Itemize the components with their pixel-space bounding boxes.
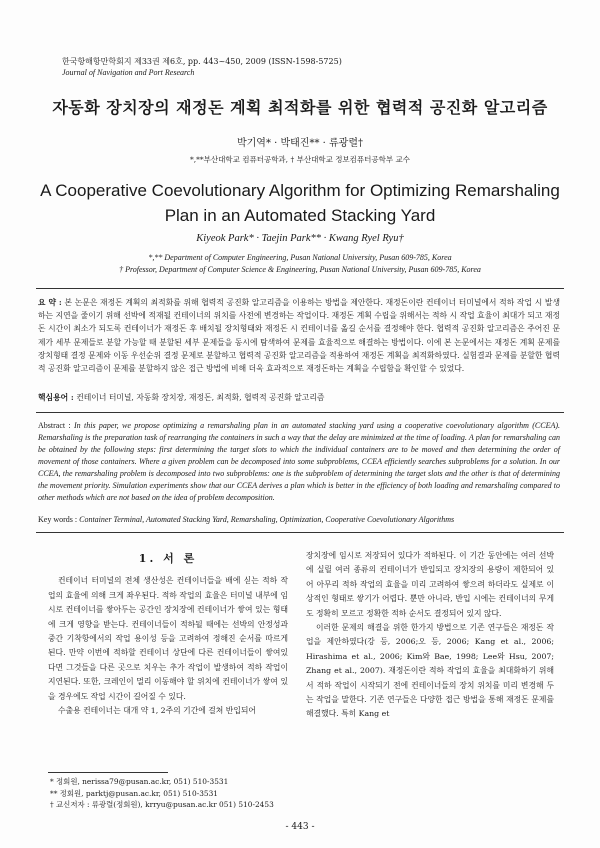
section-heading-introduction: 1. 서 론 <box>138 552 198 565</box>
title-en-line1: A Cooperative Coevolutionary Algorithm for Optimizing Remarshaling <box>40 181 560 200</box>
abstract-english-label: Abstract : <box>38 421 71 430</box>
paper-title-korean: 자동화 장치장의 재정돈 계획 최적화를 위한 협력적 공진화 알고리즘 <box>52 98 548 117</box>
affiliation-en-line2: † Professor, Department of Computer Science & Engineering, Pusan National University, Pusan 609-785, Korea <box>119 265 481 274</box>
footnote-divider <box>48 772 168 773</box>
affiliation-english <box>0 252 600 276</box>
body-paragraph: 장치장에 임시로 저장되어 있다가 적하된다. 이 기간 동안에는 여러 선박에 실릴 여러 종류의 컨테이너가 반입되고 장치장의 용량이 제한되어 있어 아무리 적하 작업의 효율을 미리 고려하여 쌓으려 하더라도 실제로 이상적인 형태로 쌓기가 어렵다. 뿐만 아니라, 반입 시에는 컨테이너의 무게도 정확히 모르고 정확한 적하 순서도 결정되어 있지 않다. <box>306 551 554 618</box>
keywords-english <box>38 515 560 524</box>
keywords-korean <box>38 392 560 403</box>
divider-bottom <box>36 532 564 533</box>
affiliation-korean: *,**부산대학교 컴퓨터공학과, † 부산대학교 정보컴퓨터공학부 교수 <box>189 155 411 164</box>
body-paragraph: 컨테이너 터미널의 전체 생산성은 컨테이너들을 배에 싣는 적하 작업의 효율에 의해 크게 좌우된다. 적하 작업의 효율은 터미널 내부에 임시로 컨테이너를 쌓아두는 공간인 장치장에 컨테이너가 쌓여 있는 형태에 크게 영향을 받는다. 컨테이너들이 적하될 때에는 선박의 안정성과 중간 기착항에서의 작업 용이성 등을 고려하여 정해진 순서를 따르게 된다. 만약 이번에 적하할 컨테이너 상단에 다른 컨테이너들이 쌓여있다면 그것들을 다른 곳으로 치우는 추가 작업이 발생하여 적하 작업이 지연된다. 또한, 크레인이 멀리 이동해야 할 위치에 컨테이너가 쌓여 있을 경우에도 작업 시간이 길어질 수 있다. <box>48 576 288 701</box>
abstract-korean-label: 요 약 : <box>38 298 62 307</box>
keywords-korean-text: 컨테이너 터미널, 자동화 장치장, 재정돈, 최적화, 협력적 공진화 알고리즘 <box>76 393 325 402</box>
page-number: - 443 - <box>285 822 315 832</box>
journal-name-en: Journal of Navigation and Port Research <box>62 68 195 77</box>
abstract-korean-text: 본 논문은 재정돈 계획의 최적화를 위해 협력적 공진화 알고리즘을 이용하는 방법을 제안한다. 재정돈이란 컨테이너 터미널에서 적하 작업 시 발생하는 지연을 줄이기 위해 선박에 적재될 컨테이너의 위치를 사전에 변경하는 작업이다. 재정돈 계획 수립을 위해서는 적하 시 작업 효율이 최대가 되고 재정돈 시간이 최소가 되도록 컨테이너가 재정돈 후 배치될 장치형태와 재정돈 시 컨테이너를 옮길 순서를 결정해야 한다. 협력적 공진화 알고리즘은 주어진 문제가 세부 문제들로 분할 가능할 때 분할된 세부 문제들을 동시에 탐색하여 문제를 효율적으로 해결하는 방법이다. 이에 본 논문에서는 재정돈 계획 문제를 장치형태 결정 문제와 이동 우선순위 결정 문제로 분할하고 협력적 공진화 알고리즘을 적용하여 재정돈 계획을 최적화하였다. 실험결과 문제를 분할한 협력적 공진화 알고리즘이 문제를 분할하지 않은 접근 방법에 비해 더욱 효과적으로 재정돈하는 계획을 수립함을 확인할 수 있었다. <box>38 298 560 374</box>
divider-middle <box>36 412 564 413</box>
authors-korean: 박기역* · 박태진** · 류광렬† <box>236 138 363 149</box>
body-paragraph: 이러한 문제의 해결을 위한 한가지 방법으로 기존 연구들은 재정돈 작업을 제안하였다(강 등, 2006;오 등, 2006; Kang et al., 2006; Hirashima et al., 2006; Kim와 Bae, 1998; Lee와 Hsu, 2007; Zhang et al., 2007). 재정돈이란 적하 작업의 효율을 최대화하기 위해서 적하 작업이 시작되기 전에 컨테이너들의 장치 위치를 미리 변경해 두는 작업을 말한다. 기존 연구들은 다양한 접근 방법을 통해 재정돈 문제를 해결했다. 특히 Kang et <box>306 623 554 719</box>
journal-citation: 한국항해항만학회지 제33권 제6호, pp. 443~450, 2009 (ISSN-1598-5725) <box>62 57 342 66</box>
footnotes <box>50 776 274 811</box>
keywords-korean-label: 핵심용어 : <box>38 393 74 402</box>
paper-title-english <box>0 178 600 228</box>
affiliation-en-line1: *,** Department of Computer Engineering, Pusan National University, Pusan 609-785, Korea <box>148 253 452 262</box>
abstract-english <box>38 420 560 504</box>
footnote: † 교신저자 : 류광렬(정회원), krryu@pusan.ac.kr 051) 510-2453 <box>50 800 274 809</box>
abstract-english-text: In this paper, we propose optimizing a remarshaling plan in an automated stacking yard using a cooperative coevolutionary algorithm (CCEA). Remarshaling is the preparation task of rearranging the containers in such a way that the delay are minimized at the time of loading. A plan for remarshaling can be obtained by the following steps: first determining the target slots to which the individual containers are to be moved and then determining the order of movement of those containers. Where a given problem can be decomposed into some subproblems, CCEA efficiently searches subproblems for a solution. In our CCEA, the remarshaling problem is decomposed into two subproblems: one is the subproblem of determining the target slots and the other is that of determining the movement priority. Simulation experiments show that our CCEA derives a plan which is better in the efficiency of both loading and remarshaling compared to other methods which are not based on the idea of problem decomposition. <box>38 421 561 502</box>
divider-top <box>36 288 564 289</box>
authors-english: Kiyeok Park* · Taejin Park** · Kwang Ryel Ryu† <box>196 233 404 244</box>
keywords-english-text: Container Terminal, Automated Stacking Yard, Remarshaling, Optimization, Cooperative Coevolutionary Algorithms <box>79 515 455 524</box>
body-paragraph: 수출용 컨테이너는 대개 약 1, 2주의 기간에 걸쳐 반입되어 <box>58 706 256 716</box>
body-column-right <box>306 549 554 722</box>
keywords-english-label: Key words : <box>38 515 78 524</box>
abstract-korean <box>38 296 560 375</box>
body-column-left <box>48 552 288 718</box>
footnote: * 정회원, nerissa79@pusan.ac.kr, 051) 510-3531 <box>50 777 229 786</box>
journal-header <box>62 56 342 78</box>
title-en-line2: Plan in an Automated Stacking Yard <box>164 206 436 225</box>
footnote: ** 정회원, parktj@pusan.ac.kr, 051) 510-3531 <box>50 788 218 798</box>
